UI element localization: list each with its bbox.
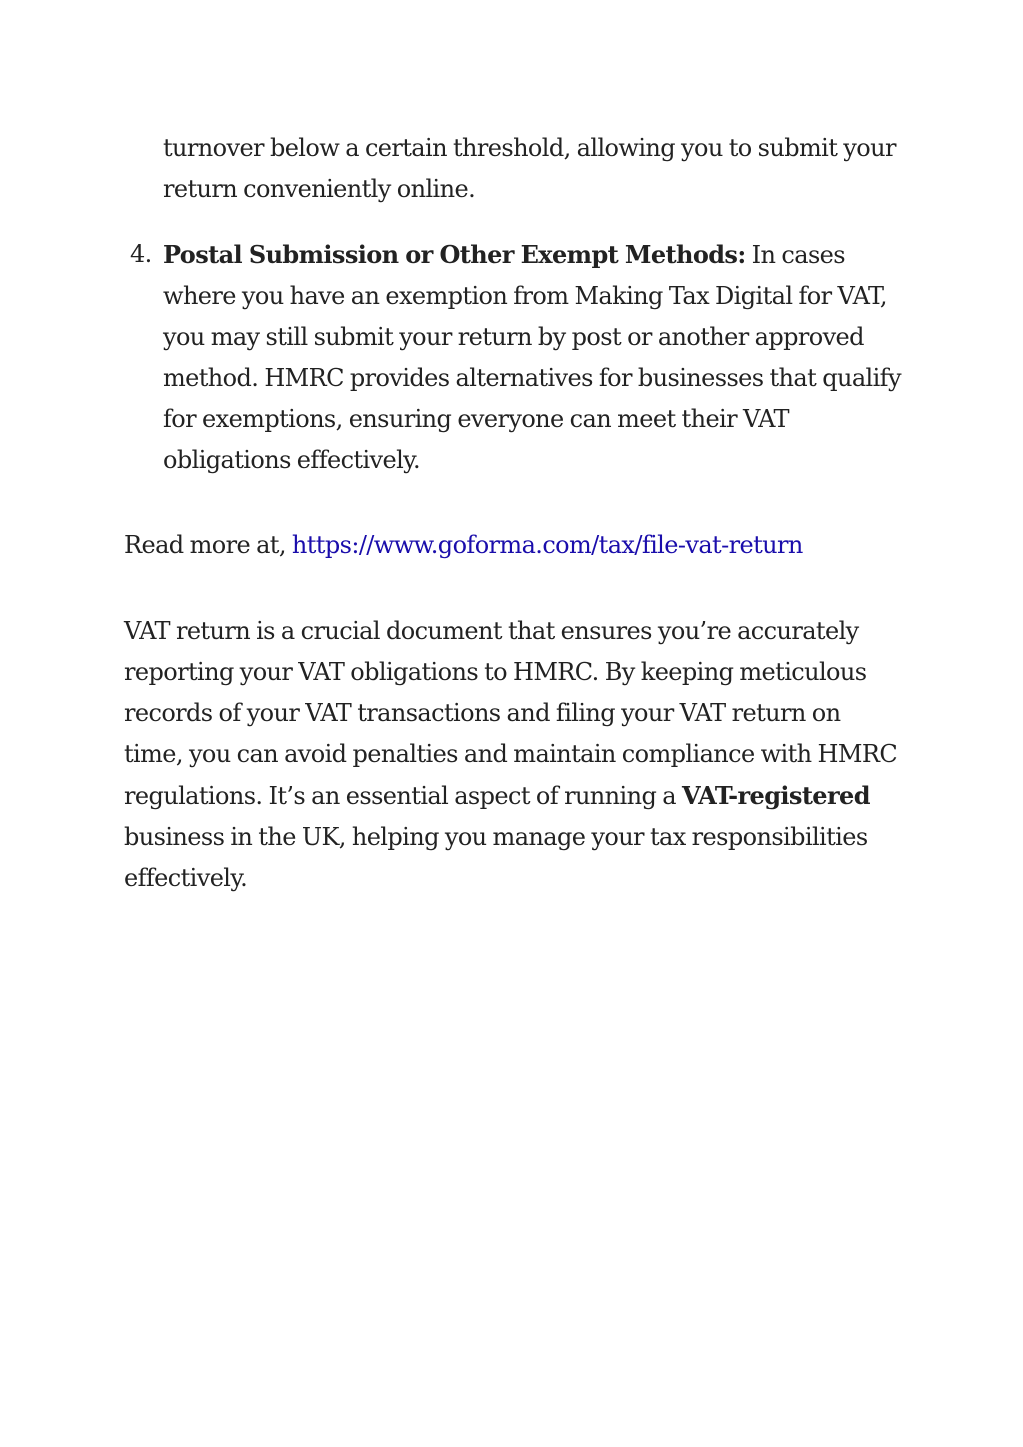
list-number: 4. <box>130 240 152 268</box>
summary-text-part1: VAT return is a crucial document that ensures you’re accurately reporting your VAT obligations to HMRC. By keeping meticulous records of your VAT transactions and filing your VAT return on time, you can avoid penalties and maintain compliance with HMRC regulations. It’s an essential aspect of running a <box>124 617 898 810</box>
continued-paragraph: turnover below a certain threshold, allowing you to submit your return conveniently online. <box>163 134 896 203</box>
summary-bold-term: VAT-registered <box>681 781 870 810</box>
list-item-4 <box>124 234 904 481</box>
file-vat-return-link[interactable]: https://www.goforma.com/tax/file-vat-return <box>291 531 803 559</box>
summary-text-part2: business in the UK, helping you manage your tax responsibilities effectively. <box>124 823 868 892</box>
summary-paragraph <box>124 611 904 899</box>
document-page <box>124 128 904 899</box>
read-more-prefix: Read more at, <box>124 531 292 559</box>
read-more-line <box>124 525 904 566</box>
list-item-body: In cases where you have an exemption from Making Tax Digital for VAT, you may still submit your return by post or another approved method. HMRC provides alternatives for businesses that qualify for exemptions, ensuring everyone can meet their VAT obligations effectively. <box>163 241 901 474</box>
list-item-title: Postal Submission or Other Exempt Methods: <box>163 240 746 269</box>
